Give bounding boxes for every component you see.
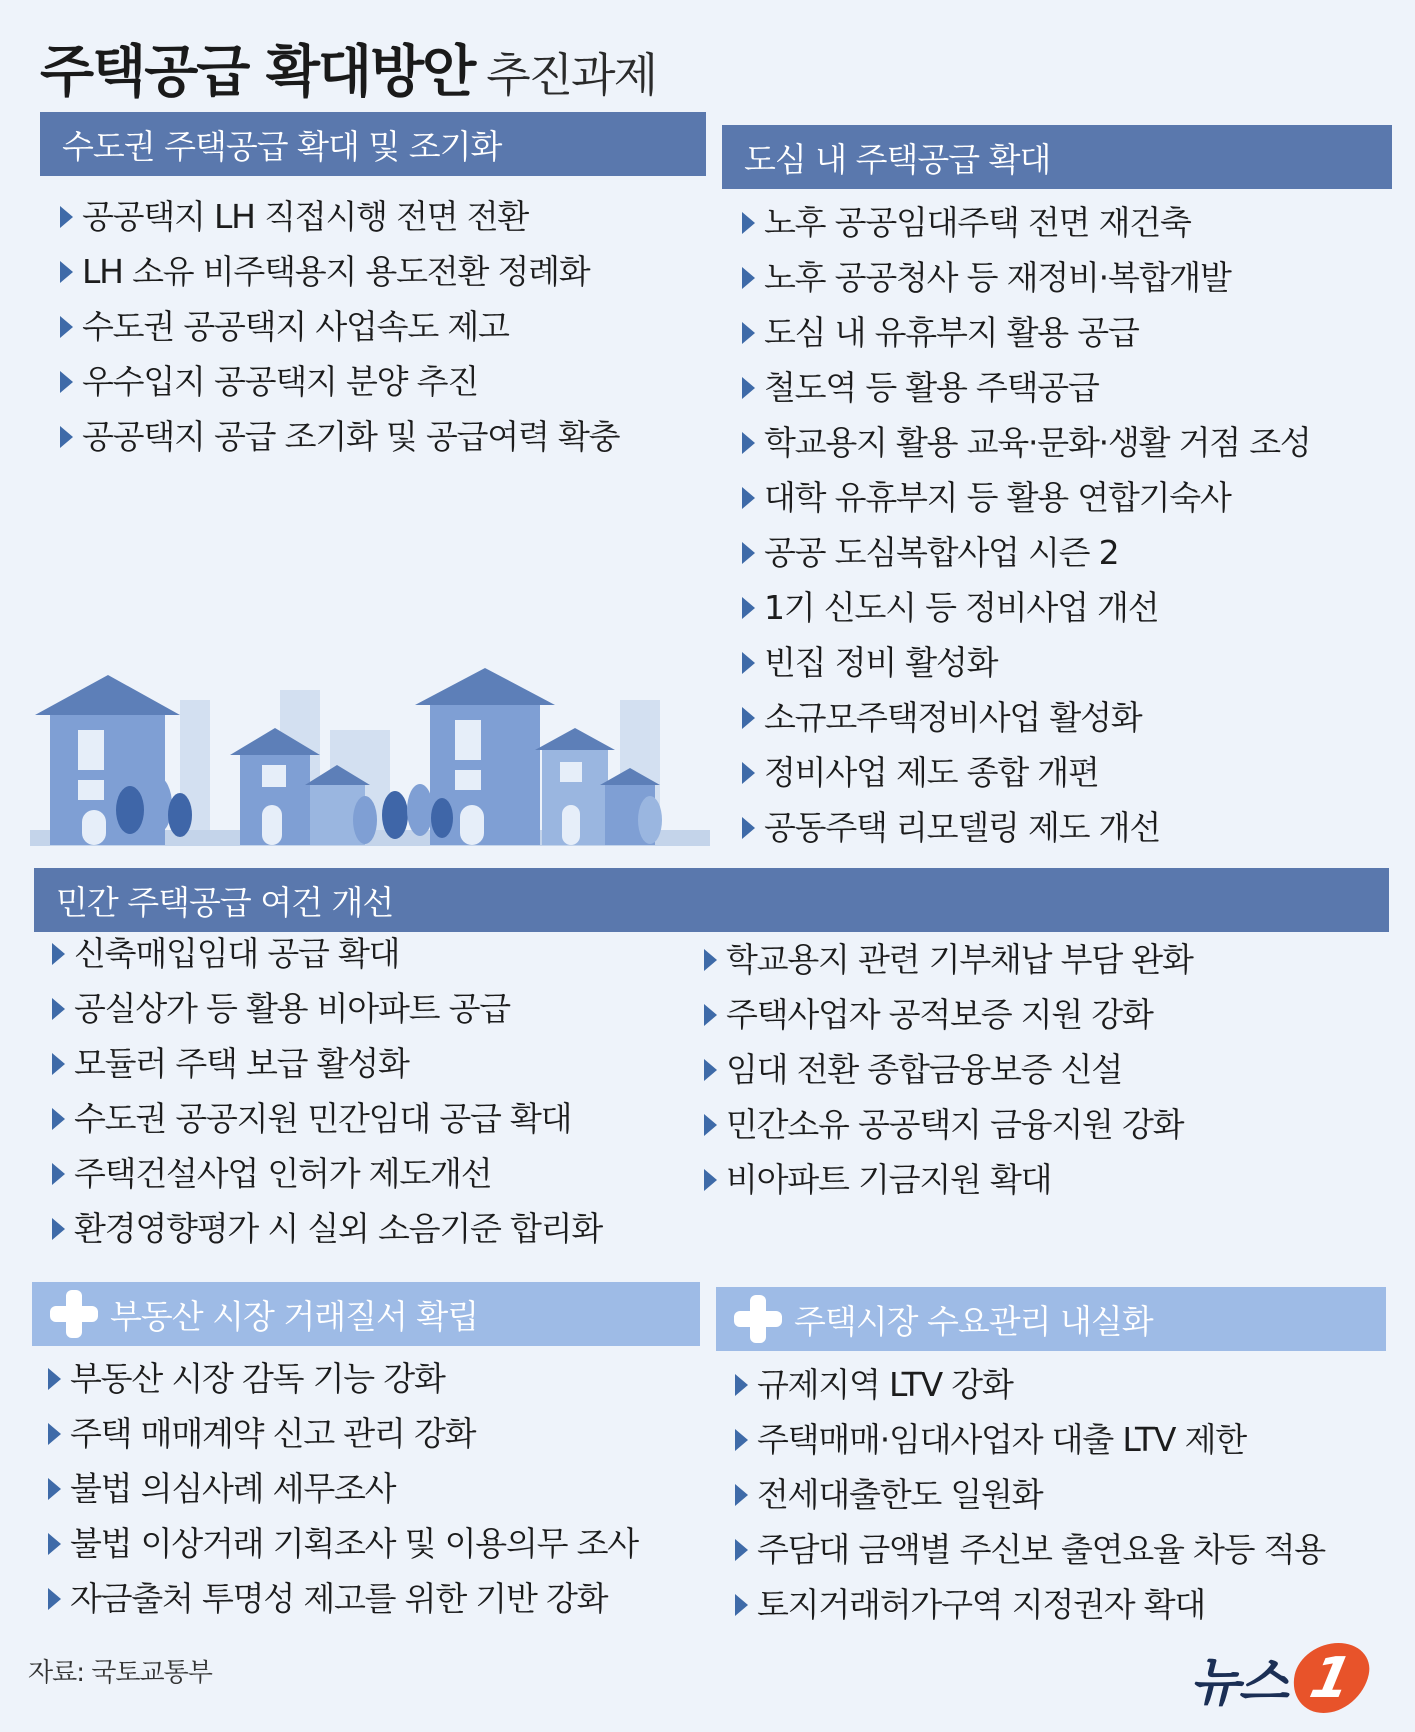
list-item: 빈집 정비 활성화 [740,635,1311,690]
list-item: 철도역 등 활용 주택공급 [740,360,1311,415]
logo-badge: 1 [1287,1643,1376,1713]
list-item: 임대 전환 종합금융보증 신설 [702,1042,1193,1097]
list-item: 주택사업자 공적보증 지원 강화 [702,987,1193,1042]
list-item: 주담대 금액별 주신보 출연요율 차등 적용 [733,1522,1325,1577]
list-item: 학교용지 활용 교육·문화·생활 거점 조성 [740,415,1311,470]
list-metro [58,189,619,464]
title-sub: 추진과제 [486,48,657,102]
section-header-order [32,1282,700,1346]
title-main: 주택공급 확대방안 [40,40,475,105]
list-item: 정비사업 제도 종합 개편 [740,745,1311,800]
list-item: 노후 공공임대주택 전면 재건축 [740,195,1311,250]
plus-icon [732,1293,784,1345]
list-item: 우수입지 공공택지 분양 추진 [58,354,619,409]
list-item: 주택매매·임대사업자 대출 LTV 제한 [733,1412,1325,1467]
list-item: 공공택지 공급 조기화 및 공급여력 확충 [58,409,619,464]
list-downtown [740,195,1311,855]
list-item: 수도권 공공택지 사업속도 제고 [58,299,619,354]
logo-text: 뉴스 [1190,1653,1287,1713]
section-header-downtown: 도심 내 주택공급 확대 [722,125,1392,189]
houses-icon [30,660,710,850]
list-item: LH 소유 비주택용지 용도전환 정례화 [58,244,619,299]
list-order [46,1351,638,1626]
list-item: 주택 매매계약 신고 관리 강화 [46,1406,638,1461]
list-item: 신축매입임대 공급 확대 [50,926,602,981]
section-header-metro: 수도권 주택공급 확대 및 조기화 [40,112,706,176]
list-item: 노후 공공청사 등 재정비·복합개발 [740,250,1311,305]
section-header-demand [716,1287,1386,1351]
list-item: 전세대출한도 일원화 [733,1467,1325,1522]
page-title [40,28,656,108]
list-item: 도심 내 유휴부지 활용 공급 [740,305,1311,360]
list-item: 주택건설사업 인허가 제도개선 [50,1146,602,1201]
list-item: 수도권 공공지원 민간임대 공급 확대 [50,1091,602,1146]
list-item: 자금출처 투명성 제고를 위한 기반 강화 [46,1571,638,1626]
section-header-private: 민간 주택공급 여건 개선 [34,868,1389,932]
list-item: 대학 유휴부지 등 활용 연합기숙사 [740,470,1311,525]
list-item: 부동산 시장 감독 기능 강화 [46,1351,638,1406]
list-item: 공실상가 등 활용 비아파트 공급 [50,981,602,1036]
list-item: 토지거래허가구역 지정권자 확대 [733,1577,1325,1632]
list-item: 공공 도심복합사업 시즌 2 [740,525,1311,580]
list-item: 학교용지 관련 기부채납 부담 완화 [702,932,1193,987]
news1-logo [1190,1640,1368,1715]
list-demand [733,1357,1325,1632]
list-item: 규제지역 LTV 강화 [733,1357,1325,1412]
list-item: 불법 의심사례 세무조사 [46,1461,638,1516]
list-item: 공동주택 리모델링 제도 개선 [740,800,1311,855]
list-item: 민간소유 공공택지 금융지원 강화 [702,1097,1193,1152]
list-item: 모듈러 주택 보급 활성화 [50,1036,602,1091]
source-note: 자료: 국토교통부 [28,1658,212,1688]
list-item: 비아파트 기금지원 확대 [702,1152,1193,1207]
list-item: 환경영향평가 시 실외 소음기준 합리화 [50,1201,602,1256]
list-item: 공공택지 LH 직접시행 전면 전환 [58,189,619,244]
section-header-demand-label: 주택시장 수요관리 내실화 [794,1301,1153,1341]
list-item: 불법 이상거래 기획조사 및 이용의무 조사 [46,1516,638,1571]
list-item: 소규모주택정비사업 활성화 [740,690,1311,745]
section-header-order-label: 부동산 시장 거래질서 확립 [110,1296,479,1336]
list-private-right [702,932,1193,1207]
list-item: 1기 신도시 등 정비사업 개선 [740,580,1311,635]
plus-icon [48,1288,100,1340]
list-private-left [50,926,602,1256]
